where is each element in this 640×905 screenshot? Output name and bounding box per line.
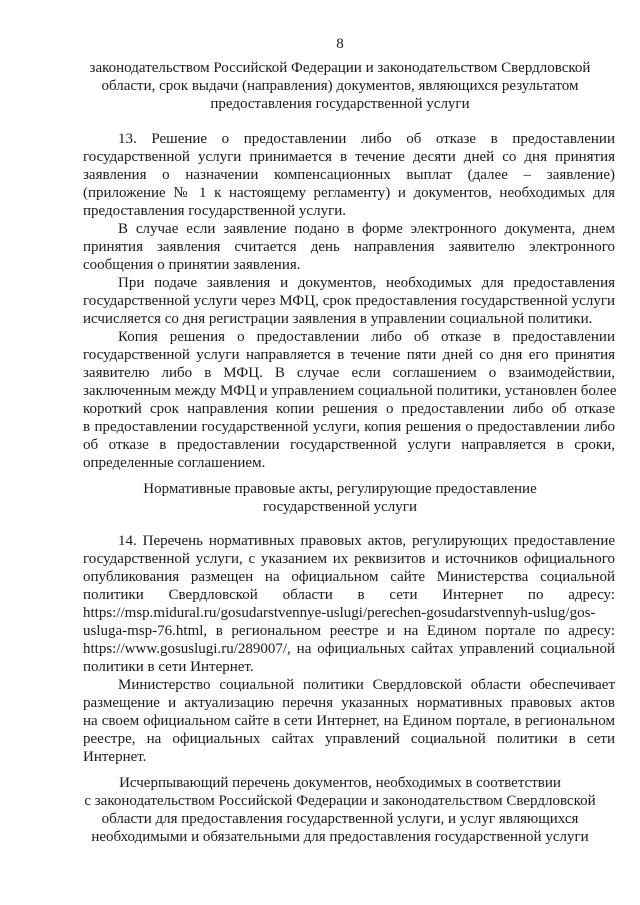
- top-heading-line: предоставления государственной услуги: [210, 96, 470, 112]
- section-heading-line: государственной услуги: [263, 499, 417, 515]
- p-mfc-line: исчисляется со дня регистрации заявления в управлении социальной политики.: [83, 311, 593, 327]
- top-heading-line: законодательством Российской Федерации и законодательством Свердловской: [89, 60, 591, 76]
- p13-line: 13. Решение о предоставлении либо об отказе в предоставлении: [118, 131, 615, 147]
- section-heading-line: Нормативные правовые акты, регулирующие предоставление: [143, 481, 537, 497]
- p14-line: опубликования размещен на официальном сайте Министерства социальной: [83, 569, 615, 585]
- p-mfc-line: При подаче заявления и документов, необходимых для предоставления: [118, 275, 615, 291]
- p-copy-line: Копия решения о предоставлении либо об отказе в предоставлении: [118, 329, 615, 345]
- p-ministry-line: Интернет.: [83, 749, 147, 765]
- p-copy-line: в предоставлении государственной услуги, копия решения о предоставлении либо: [83, 419, 615, 435]
- top-heading-line: области, срок выдачи (направления) документов, являющихся результатом: [101, 78, 579, 94]
- p-ministry-line: размещение и актуализацию перечня указанных нормативных правовых актов: [83, 695, 615, 711]
- p-ministry-line: на своем официальном сайте в сети Интернет, на Едином портале, в региональном: [83, 713, 615, 729]
- section-heading-line: Исчерпывающий перечень документов, необходимых в соответствии: [119, 775, 561, 791]
- p-electronic-line: сообщения о принятии заявления.: [83, 257, 301, 273]
- p-ministry-line: реестре, на официальных сайтах управлений социальной политики в сети: [83, 731, 615, 747]
- p-copy-line: короткий срок направления копии решения о предоставлении либо об отказе: [83, 401, 615, 417]
- p-mfc-line: государственной услуги через МФЦ, срок предоставления государственной услуги: [83, 293, 615, 309]
- section-heading-line: необходимыми и обязательными для предоставления государственной услуги: [91, 829, 589, 845]
- p-electronic-line: принятия заявления считается день направления заявителю электронного: [83, 239, 615, 255]
- p14-line: политики Свердловской области в сети Интернет по адресу:: [83, 587, 615, 603]
- section-heading-line: области для предоставления государственной услуги, и услуг являющихся: [101, 811, 579, 827]
- p14-line: usluga-msp-76.html, в региональном реестре и на Едином портале по адресу:: [83, 623, 615, 639]
- p13-line: заявления о назначении компенсационных выплат (далее – заявление): [83, 167, 615, 183]
- section-heading-line: с законодательством Российской Федерации и законодательством Свердловской: [84, 793, 596, 809]
- p-copy-line: об отказе в предоставлении государственной услуги направляется в сроки,: [83, 437, 615, 453]
- p-copy-line: заявителю либо в МФЦ. В случае если соглашением о взаимодействии,: [83, 365, 615, 381]
- p-copy-line: государственной услуги направляется в течение пяти дней со дня его принятия: [83, 347, 615, 363]
- p14-line: политики в сети Интернет.: [83, 659, 254, 675]
- p13-line: предоставления государственной услуги.: [83, 203, 347, 219]
- p13-line: (приложение № 1 к настоящему регламенту) и документов, необходимых для: [83, 185, 615, 201]
- p13-line: государственной услуги принимается в течение десяти дней со дня принятия: [83, 149, 615, 165]
- p14-line: государственной услуги, с указанием их реквизитов и источников официального: [83, 551, 615, 567]
- p-ministry-line: Министерство социальной политики Свердловской области обеспечивает: [118, 677, 615, 693]
- p14-line: https://www.gosuslugi.ru/289007/, на официальных сайтах управлений социальной: [83, 641, 615, 657]
- p14-line: https://msp.midural.ru/gosudarstvennye-uslugi/perechen-gosudarstvennyh-uslug/gos-: [83, 605, 596, 621]
- page-number: 8: [336, 36, 344, 52]
- p-electronic-line: В случае если заявление подано в форме электронного документа, днем: [118, 221, 615, 237]
- p-copy-line: определенные соглашением.: [83, 455, 266, 471]
- p-copy-line: заключенным между МФЦ и управлением социальной политики, установлен более: [83, 383, 617, 399]
- p14-line: 14. Перечень нормативных правовых актов, регулирующих предоставление: [118, 533, 615, 549]
